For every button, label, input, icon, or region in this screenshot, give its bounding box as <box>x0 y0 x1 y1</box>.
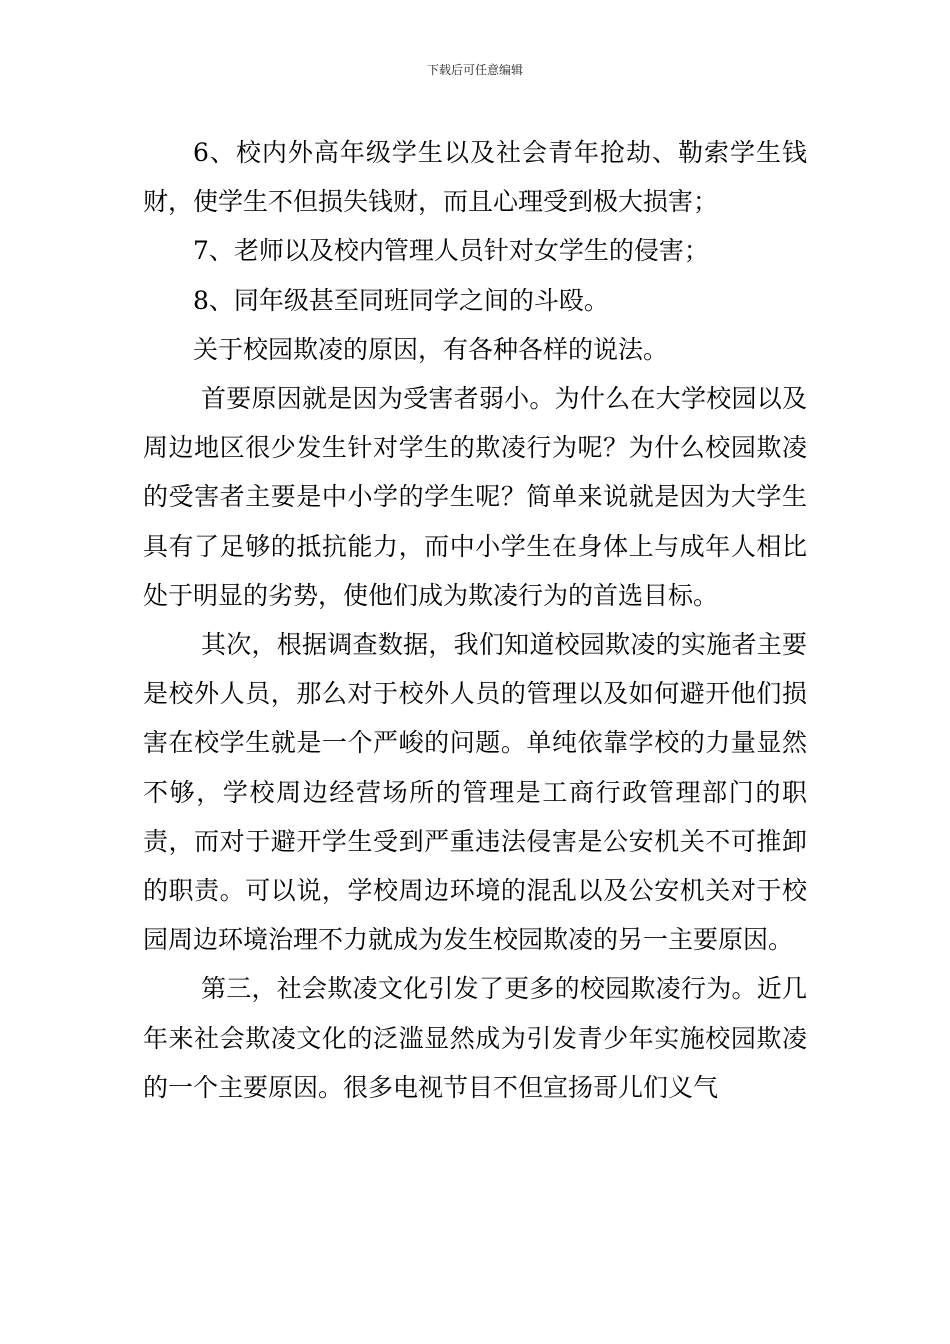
paragraph-item-8: 8、同年级甚至同班同学之间的斗殴。 <box>193 285 609 315</box>
page-header: 下载后可任意编辑 <box>426 63 523 77</box>
paragraph-causes-intro: 关于校园欺凌的原因，有各种各样的说法。 <box>193 334 669 364</box>
paragraph-item-6: 6、校内外高年级学生以及社会青年抢劫、勒索学生钱财，使学生不但损失钱财，而且心理受到极大损害； <box>143 138 807 217</box>
paragraph-first-cause: 首要原因就是因为受害者弱小。为什么在大学校园以及周边地区很少发生针对学生的欺凌行为呢？为什么校园欺凌的受害者主要是中小学的学生呢？简单来说就是因为大学生具有了足够的抵抗能力，而中小学生在身体上与成年人相比处于明显的劣势，使他们成为欺凌行为的首选目标。 <box>143 384 807 610</box>
document-body <box>143 128 807 1112</box>
paragraph-third-cause: 第三，社会欺凌文化引发了更多的校园欺凌行为。近几年来社会欺凌文化的泛滥显然成为引发青少年实施校园欺凌的一个主要原因。很多电视节目不但宣扬哥儿们义气 <box>143 974 807 1102</box>
paragraph-item-7: 7、老师以及校内管理人员针对女学生的侵害； <box>193 236 709 266</box>
paragraph-second-cause: 其次，根据调查数据，我们知道校园欺凌的实施者主要是校外人员，那么对于校外人员的管理以及如何避开他们损害在校学生就是一个严峻的问题。单纯依靠学校的力量显然不够，学校周边经营场所的管理是工商行政管理部门的职责，而对于避开学生受到严重违法侵害是公安机关不可推卸的职责。可以说，学校周边环境的混乱以及公安机关对于校园周边环境治理不力就成为发生校园欺凌的另一主要原因。 <box>143 630 807 955</box>
